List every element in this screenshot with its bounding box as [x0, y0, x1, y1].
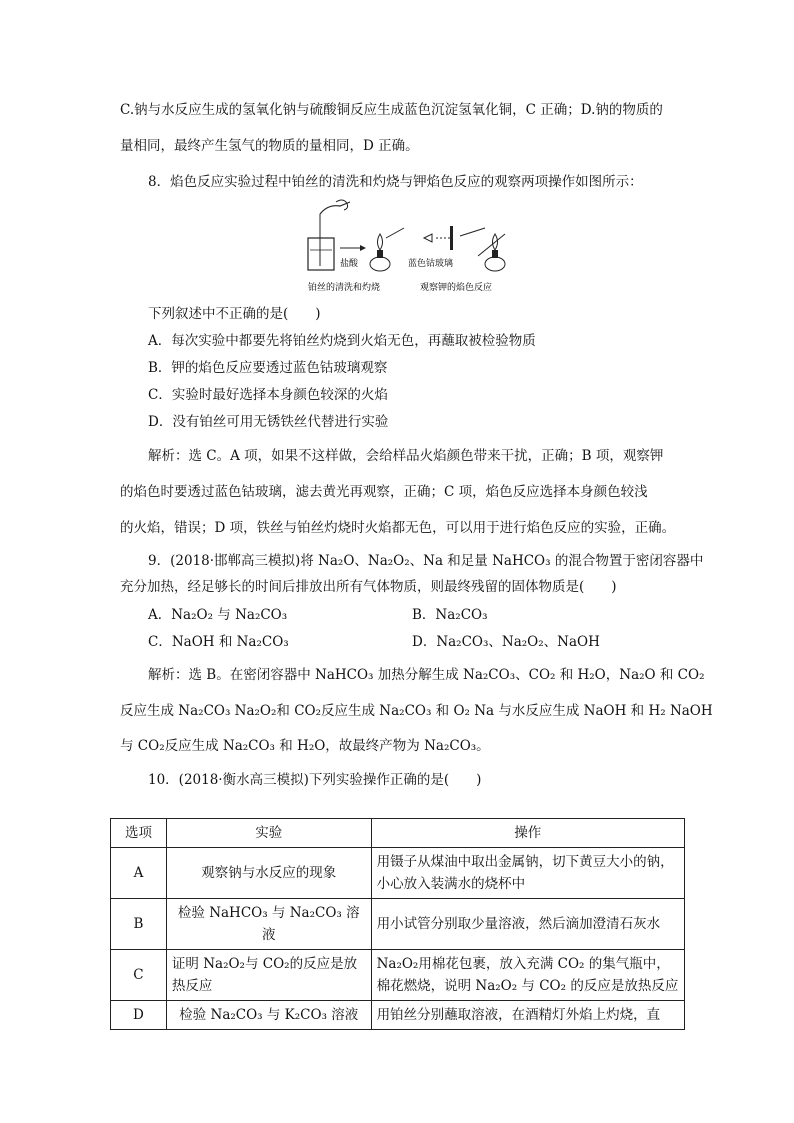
question-9-line-2: 充分加热，经足够长的时间后排放出所有气体物质，则最终残留的固体物质是( ) — [120, 579, 617, 595]
solution-8-line-2: 的焰色时要透过蓝色钴玻璃，滤去黄光再观察，正确；C 项，焰色反应选择本身颜色较浅 — [120, 484, 648, 500]
label-acid: 盐酸 — [340, 259, 359, 269]
question-9-option-c: C．NaOH 和 Na₂CO₃ — [148, 634, 289, 650]
question-10-text: 10．(2018·衡水高三模拟)下列实验操作正确的是( ) — [148, 772, 482, 788]
solution-9-line-2: 反应生成 Na₂CO₃ Na₂O₂和 CO₂反应生成 Na₂CO₃ 和 O₂ Na 与水反应生成 NaOH 和 H₂ NaOH — [120, 703, 713, 719]
header-operation: 操作 — [371, 819, 684, 848]
question-8-option-d: D．没有铂丝可用无锈铁丝代替进行实验 — [148, 414, 389, 430]
question-9-line-1: 9．(2018·邯郸高三模拟)将 Na₂O、Na₂O₂、Na 和足量 NaHCO₃ 的混合物置于密闭容器中 — [148, 553, 704, 569]
question-9-option-b: B．Na₂CO₃ — [412, 607, 488, 623]
solution-9-line-1: 解析：选 B。在密闭容器中 NaHCO₃ 加热分解生成 Na₂CO₃、CO₂ 和 H₂O，Na₂O 和 CO₂ — [148, 667, 705, 683]
row-d-option: D — [111, 1001, 167, 1030]
question-8-option-b: B．钾的焰色反应要透过蓝色钴玻璃观察 — [148, 360, 388, 376]
solution-8-line-3: 的火焰，错误；D 项，铁丝与铂丝灼烧时火焰都无色，可以用于进行焰色反应的实验，正确。 — [120, 520, 676, 536]
table-row — [111, 950, 685, 1001]
row-a-operation: 用镊子从煤油中取出金属钠，切下黄豆大小的钠，小心放入装满水的烧杯中 — [371, 848, 684, 899]
flame-test-figure — [300, 198, 520, 298]
row-d-experiment: 检验 Na₂CO₃ 与 K₂CO₃ 溶液 — [166, 1001, 371, 1030]
header-option: 选项 — [111, 819, 167, 848]
table-header-row — [111, 819, 685, 848]
label-cobalt-glass: 蓝色钴玻璃 — [408, 259, 454, 269]
row-c-option: C — [111, 950, 167, 1001]
question-8-option-a: A．每次实验中都要先将铂丝灼烧到火焰无色，再蘸取被检验物质 — [148, 333, 536, 349]
question-8-option-c: C．实验时最好选择本身颜色较深的火焰 — [148, 387, 388, 403]
row-a-experiment: 观察钠与水反应的现象 — [166, 848, 371, 899]
question-8-stem: 下列叙述中不正确的是( ) — [148, 306, 321, 322]
row-b-option: B — [111, 899, 167, 950]
question-8-text: 8．焰色反应实验过程中铂丝的清洗和灼烧与钾焰色反应的观察两项操作如图所示： — [148, 174, 643, 190]
solution-8-line-1: 解析：选 C。A 项，如果不这样做，会给样品火焰颜色带来干扰，正确；B 项，观察钾 — [148, 448, 664, 464]
row-d-operation: 用铂丝分别蘸取溶液，在酒精灯外焰上灼烧，直 — [371, 1001, 684, 1030]
table-row — [111, 1001, 685, 1030]
row-c-operation: Na₂O₂用棉花包裹，放入充满 CO₂ 的集气瓶中，棉花燃烧，说明 Na₂O₂ 与 CO₂ 的反应是放热反应 — [371, 950, 684, 1001]
header-experiment: 实验 — [166, 819, 371, 848]
table-row — [111, 899, 685, 950]
question-9-option-a: A．Na₂O₂ 与 Na₂CO₃ — [148, 607, 288, 623]
experiment-table — [110, 818, 685, 1030]
solution-9-line-3: 与 CO₂反应生成 Na₂CO₃ 和 H₂O，故最终产物为 Na₂CO₃。 — [120, 738, 490, 754]
caption-right: 观察钾的焰色反应 — [420, 283, 493, 293]
row-c-experiment: 证明 Na₂O₂与 CO₂的反应是放热反应 — [166, 950, 371, 1001]
row-b-operation: 用小试管分别取少量溶液，然后滴加澄清石灰水 — [371, 899, 684, 950]
solution-7-line-2: 量相同，最终产生氢气的物质的量相同，D 正确。 — [120, 138, 419, 154]
table-row — [111, 848, 685, 899]
row-a-option: A — [111, 848, 167, 899]
solution-7-line-1: C.钠与水反应生成的氢氧化钠与硫酸铜反应生成蓝色沉淀氢氧化铜，C 正确；D.钠的物质的 — [120, 102, 663, 118]
row-b-experiment: 检验 NaHCO₃ 与 Na₂CO₃ 溶液 — [166, 899, 371, 950]
caption-left: 铂丝的清洗和灼烧 — [308, 283, 381, 293]
question-9-option-d: D．Na₂CO₃、Na₂O₂、NaOH — [412, 634, 600, 650]
